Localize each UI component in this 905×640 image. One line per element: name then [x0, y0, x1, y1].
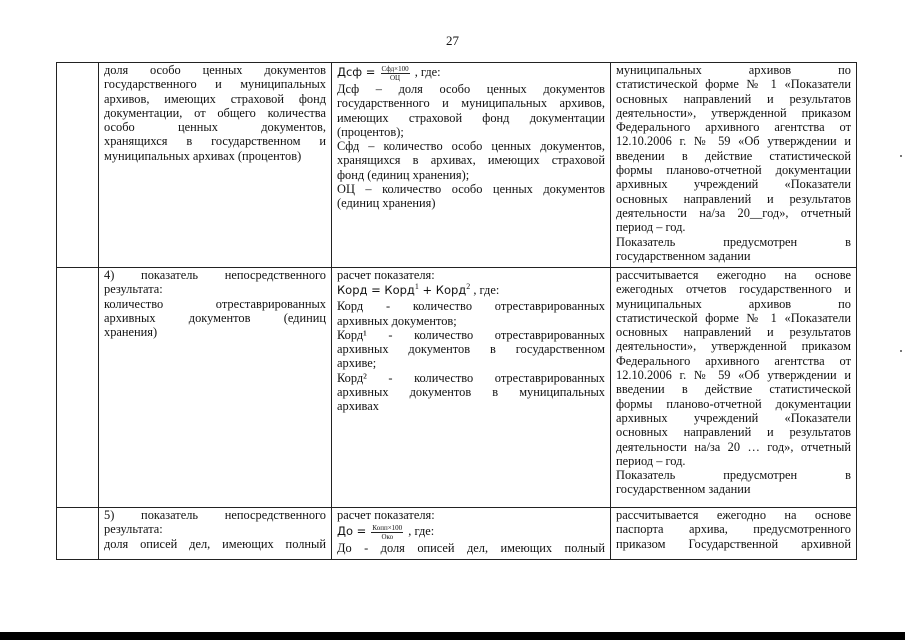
text-line: архивных учреждений «Показатели: [616, 177, 851, 192]
text-line: архивных учреждений «Показатели: [616, 410, 851, 425]
text-line: паспорта архива, предусмотренного: [616, 522, 851, 537]
text-line: рассчитывается ежегодно на основе: [616, 508, 851, 522]
row-number-cell: [57, 268, 99, 508]
text-line: основных направлений и результатов: [616, 325, 851, 340]
text-line: ОЦ – количество особо ценных документов: [337, 182, 605, 197]
text-line: архивных документов (единиц: [104, 310, 326, 325]
indicator-table: [56, 62, 857, 560]
formula-fraction: $\frac{\text{Копп×100}}{\text{Око}}$: [372, 523, 403, 541]
text-line: хранения): [104, 325, 158, 340]
text-line: государственного и муниципальных: [104, 77, 326, 92]
indicator-description-cell: [99, 508, 332, 560]
text-line: приказом Государственной архивной: [616, 536, 851, 551]
table-row: [57, 508, 857, 560]
text-line: результата:: [104, 522, 163, 537]
text-line: Сфд – количество особо ценных документов,: [337, 139, 605, 154]
text-line: государственном задании: [616, 482, 751, 497]
text-line: расчет показателя:: [337, 268, 435, 282]
text-line: Показатель предусмотрен в: [616, 468, 851, 483]
scan-mark: [900, 155, 902, 157]
text-line: архиве;: [337, 356, 377, 371]
calculation-cell: [332, 508, 611, 560]
text-line: деятельности на/за 20__год», отчетный: [616, 205, 851, 220]
formula: До = $\frac{\text{Копп×100}}{\text{Око}}$ , где:: [337, 523, 435, 541]
table-row: [57, 63, 857, 268]
text-line: 12.10.2006 г. № 59 «Об утверждении и: [616, 134, 851, 149]
text-line: введении в действие статистической: [616, 148, 851, 163]
row-number-cell: [57, 63, 99, 268]
scan-bottom-edge: [0, 632, 905, 640]
text-line: формы планово-отчетной документации: [616, 396, 851, 411]
formula-fraction: $\frac{\text{Сфд×100}}{ОЦ}$: [381, 64, 409, 82]
row-number-cell: [57, 508, 99, 560]
text-line: результата:: [104, 282, 163, 297]
text-line: архивах: [337, 399, 379, 414]
text-line: Корд² - количество отреставрированных: [337, 370, 605, 385]
source-cell: [611, 63, 857, 268]
scan-mark: [900, 350, 902, 352]
text-line: Показатель предусмотрен в: [616, 234, 851, 249]
text-line: Корд - количество отреставрированных: [337, 299, 605, 314]
indicator-description-cell: [99, 63, 332, 268]
text-line: архивов, имеющих страховой фонд: [104, 91, 326, 106]
text-line: архивных документов в государственном: [337, 342, 605, 357]
text-line: муниципальных архивах (процентов): [104, 148, 302, 163]
text-line: хранящихся в государственном и: [104, 134, 326, 149]
text-line: 4) показатель непосредственного: [104, 268, 326, 282]
calculation-cell: [332, 63, 611, 268]
text-line: Федерального архивного агентства от: [616, 353, 851, 368]
source-cell: [611, 508, 857, 560]
text-line: государственного и муниципальных архивов,: [337, 96, 605, 111]
text-line: деятельности», утвержденной приказом: [616, 105, 851, 120]
text-line: архивных документов в муниципальных: [337, 385, 605, 400]
text-line: основных направлений и результатов: [616, 91, 851, 106]
formula: Дсф = $\frac{\text{Сфд×100}}{ОЦ}$ , где:: [337, 64, 441, 82]
text-line: количество отреставрированных: [104, 296, 326, 311]
text-line: ежегодных отчетов государственного и: [616, 282, 851, 297]
text-line: Корд¹ - количество отреставрированных: [337, 327, 605, 342]
text-line: Федерального архивного агентства от: [616, 120, 851, 135]
table-row: [57, 268, 857, 508]
text-line: период – год.: [616, 453, 686, 468]
text-line: деятельности», утвержденной приказом: [616, 339, 851, 354]
text-line: хранящихся в архивах, имеющих страховой: [337, 153, 605, 168]
text-line: архивных документов;: [337, 313, 457, 328]
text-line: особо ценных документов,: [104, 120, 326, 135]
text-line: 12.10.2006 г. № 59 «Об утверждении и: [616, 368, 851, 383]
text-line: Дсф – доля особо ценных документов: [337, 82, 605, 96]
text-line: имеющих страховой фонд документации: [337, 110, 605, 125]
text-line: доля описей дел, имеющих полный: [104, 536, 326, 551]
source-cell: [611, 268, 857, 508]
text-line: 5) показатель непосредственного: [104, 508, 326, 522]
calculation-cell: [332, 268, 611, 508]
text-line: основных направлений и результатов: [616, 425, 851, 440]
text-line: фонд (единиц хранения);: [337, 167, 470, 182]
text-line: доля особо ценных документов: [104, 63, 326, 77]
text-line: (процентов);: [337, 124, 404, 139]
page-number: 27: [446, 33, 459, 48]
text-line: период – год.: [616, 220, 686, 235]
formula: Корд = Корд$^1$ + Корд$^2$ , где:: [337, 282, 500, 298]
text-line: введении в действие статистической: [616, 382, 851, 397]
text-line: расчет показателя:: [337, 508, 435, 522]
text-line: муниципальных архивов по: [616, 63, 851, 77]
text-line: основных направлений и результатов: [616, 191, 851, 206]
text-line: статистической форме № 1 «Показатели: [616, 310, 851, 325]
text-line: документации, от общего количества: [104, 105, 326, 120]
text-line: статистической форме № 1 «Показатели: [616, 77, 851, 92]
text-line: формы планово-отчетной документации: [616, 163, 851, 178]
text-line: деятельности на/за 20 … год», отчетный: [616, 439, 851, 454]
text-line: (единиц хранения): [337, 196, 436, 211]
text-line: муниципальных архивов по: [616, 296, 851, 311]
text-line: рассчитывается ежегодно на основе: [616, 268, 851, 282]
indicator-description-cell: [99, 268, 332, 508]
text-line: До - доля описей дел, имеющих полный: [337, 541, 605, 556]
text-line: государственном задании: [616, 248, 751, 263]
